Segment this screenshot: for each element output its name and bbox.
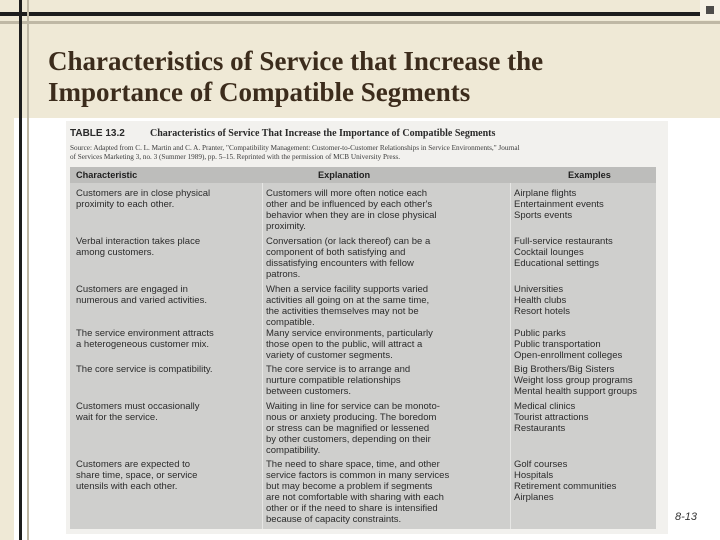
source-line: of Services Marketing 3, no. 3 (Summer 1989), pp. 5–15. Reprinted with the permission of MCB University Press. (70, 153, 400, 161)
table-number: TABLE 13.2 (70, 128, 125, 139)
cell-line: Educational settings (514, 257, 600, 269)
cell-line: Sports events (514, 209, 573, 221)
cell-line: behavior when they are in close physical (266, 209, 437, 221)
slide-title (48, 46, 708, 108)
cell-line: or stress can be magnified or lessened (266, 422, 430, 434)
cell-line: Health clubs (514, 294, 567, 306)
cell-line: Customers must occasionally (76, 401, 200, 412)
cell-line: Open-enrollment colleges (514, 349, 623, 361)
cell-line: patrons. (266, 268, 301, 280)
cell-line: Restaurants (514, 422, 566, 434)
cell-line: dissatisfying encounters with fellow (266, 257, 414, 269)
cell-line: Waiting in line for service can be monoto- (266, 401, 440, 412)
cell-line: Mental health support groups (514, 385, 638, 397)
cell-line: wait for the service. (76, 411, 158, 423)
cell-line: component of both satisfying and (266, 246, 406, 258)
cell-line: Customers are in close physical (76, 188, 211, 199)
examples-cell (514, 237, 654, 270)
cell-line: a heterogeneous customer mix. (76, 338, 210, 350)
cell-line: but may become a problem if segments (266, 480, 433, 492)
cell-line: Retirement communities (514, 480, 617, 492)
cell-line: The service environment attracts (76, 328, 214, 339)
column-header-explanation: Explanation (318, 170, 371, 180)
cell-line: by other customers, depending on their (266, 433, 431, 445)
characteristic-cell (76, 189, 258, 211)
cell-line: activities all going on at the same time, (266, 294, 430, 306)
characteristic-cell (76, 402, 258, 424)
examples-cell (514, 329, 654, 362)
slide-title-line: Characteristics of Service that Increase the (48, 46, 544, 76)
table-header-row (70, 167, 656, 183)
examples-cell (514, 402, 654, 435)
cell-line: The core service is compatibility. (76, 364, 213, 375)
corner-square-icon (706, 6, 714, 14)
source-line: Source: Adapted from C. L. Martin and C. A. Pranter, "Compatibility Management: Customer-to-Customer Relationships in Service Environments," Journal (70, 144, 520, 152)
characteristic-cell (76, 285, 258, 307)
examples-cell (514, 189, 654, 222)
cell-line: The core service is to arrange and (266, 364, 411, 375)
page-number: 8-13 (675, 511, 698, 523)
cell-line: Weight loss group programs (514, 374, 633, 386)
cell-line: are not comfortable with sharing with each (266, 491, 444, 503)
cell-line: proximity. (266, 220, 306, 232)
left-decor-band (0, 0, 14, 540)
cell-line: Customers are expected to (76, 459, 191, 470)
cell-line: variety of customer segments. (266, 349, 393, 361)
cell-line: because of capacity constraints. (266, 513, 402, 525)
examples-cell (514, 460, 654, 504)
characteristics-table (70, 167, 656, 529)
characteristic-cell (76, 460, 258, 493)
explanation-cell (266, 402, 506, 457)
explanation-cell (266, 329, 506, 362)
examples-cell (514, 365, 654, 398)
explanation-cell (266, 237, 506, 281)
table-caption: Characteristics of Service That Increase the Importance of Compatible Segments (150, 128, 496, 139)
explanation-cell (266, 285, 506, 329)
decor-vline-light (27, 0, 29, 540)
table-heading (70, 128, 664, 142)
cell-line: When a service facility supports varied (266, 284, 429, 295)
decor-vline-dark (19, 0, 22, 540)
cell-line: share time, space, or service (76, 469, 198, 481)
cell-line: other or if the need to share is intensified (266, 502, 438, 514)
cell-line: other and be influenced by each other's (266, 198, 433, 210)
cell-line: the activities themselves may not be (266, 305, 419, 317)
cell-line: those open to the public, will attract a (266, 338, 423, 350)
cell-line: service factors is common in many services (266, 469, 450, 481)
column-divider (262, 183, 263, 529)
cell-line: proximity to each other. (76, 198, 175, 210)
table-image (66, 121, 668, 534)
cell-line: Many service environments, particularly (266, 328, 433, 339)
cell-line: numerous and varied activities. (76, 294, 207, 306)
decor-stripe-dark (0, 12, 720, 16)
cell-line: Resort hotels (514, 305, 570, 317)
cell-line: Airplane flights (514, 188, 577, 199)
cell-line: Entertainment events (514, 198, 604, 210)
cell-line: Verbal interaction takes place (76, 236, 201, 247)
cell-line: The need to share space, time, and other (266, 459, 440, 470)
cell-line: Public transportation (514, 338, 601, 350)
column-header-characteristic: Characteristic (76, 170, 138, 180)
column-header-examples: Examples (568, 170, 611, 180)
cell-line: Airplanes (514, 491, 554, 503)
column-divider (510, 183, 511, 529)
slide-title-line: Importance of Compatible Segments (48, 77, 471, 107)
cell-line: Tourist attractions (514, 411, 589, 423)
cell-line: compatible. (266, 316, 315, 328)
cell-line: compatibility. (266, 444, 321, 456)
cell-line: Big Brothers/Big Sisters (514, 364, 615, 375)
table-source-note (70, 144, 660, 162)
cell-line: Public parks (514, 328, 566, 339)
cell-line: Universities (514, 284, 564, 295)
cell-line: Medical clinics (514, 401, 576, 412)
characteristic-cell (76, 365, 258, 376)
cell-line: between customers. (266, 385, 352, 397)
cell-line: Hospitals (514, 469, 554, 481)
cell-line: Customers will more often notice each (266, 188, 428, 199)
cell-line: Full-service restaurants (514, 236, 613, 247)
cell-line: nurture compatible relationships (266, 374, 401, 386)
examples-cell (514, 285, 654, 318)
explanation-cell (266, 189, 506, 233)
cell-line: Cocktail lounges (514, 246, 584, 258)
cell-line: nous or anxiety producing. The boredom (266, 411, 437, 423)
decor-stripe-light (0, 21, 720, 24)
characteristic-cell (76, 237, 258, 259)
explanation-cell (266, 365, 506, 398)
explanation-cell (266, 460, 506, 525)
cell-line: utensils with each other. (76, 480, 178, 492)
cell-line: Golf courses (514, 459, 568, 470)
cell-line: among customers. (76, 246, 155, 258)
characteristic-cell (76, 329, 258, 351)
cell-line: Conversation (or lack thereof) can be a (266, 236, 431, 247)
cell-line: Customers are engaged in (76, 284, 188, 295)
